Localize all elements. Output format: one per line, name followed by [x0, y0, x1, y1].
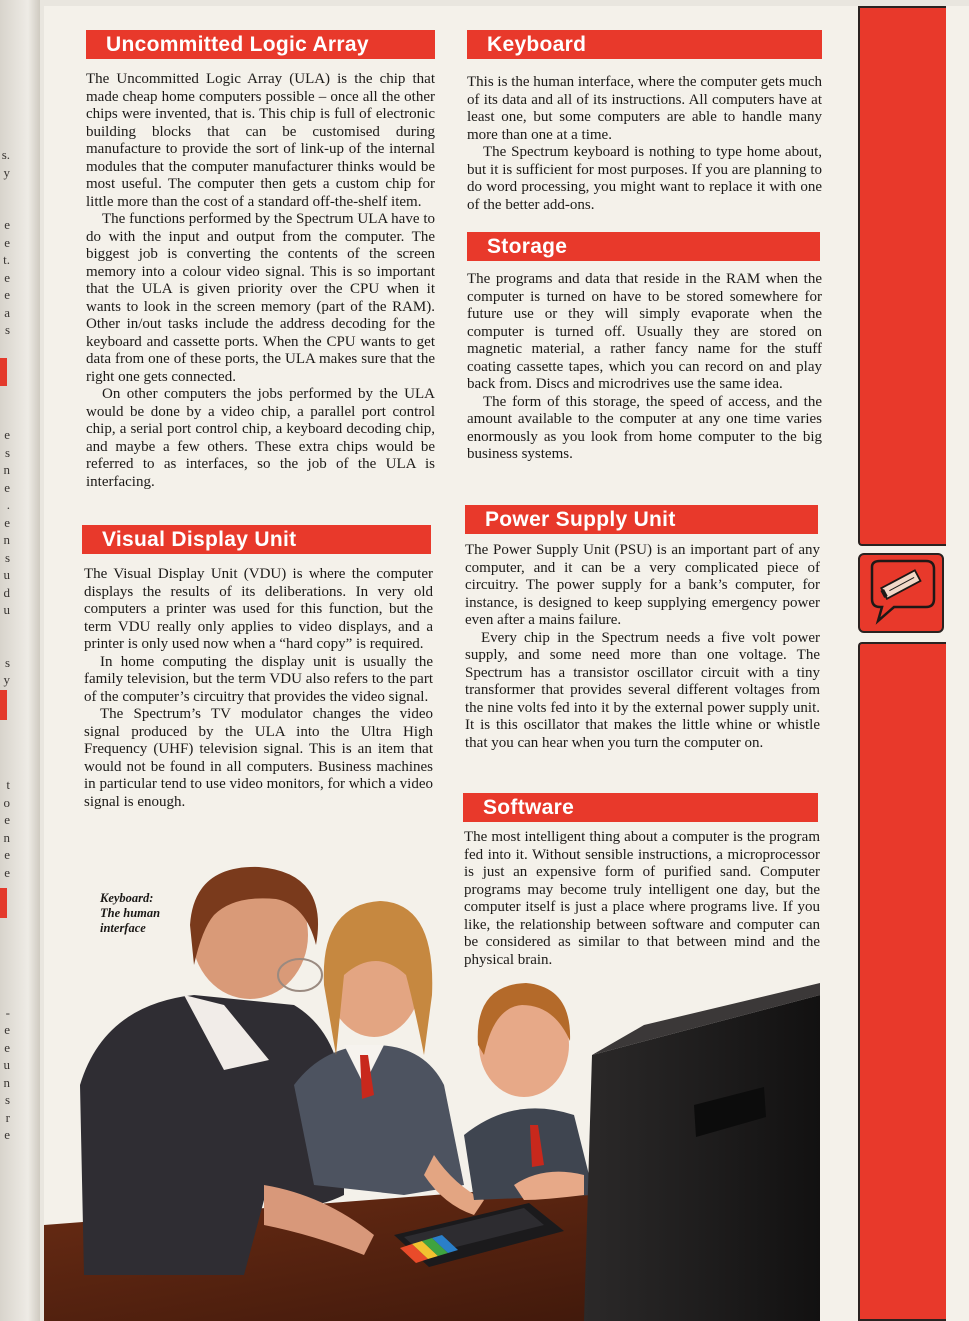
- paragraph: In home computing the display unit is usually the family television, but the term VDU also refers to the part of the computer’s circuitry that provides the video signal.: [84, 653, 433, 705]
- prev-page-letter: [0, 881, 10, 899]
- prev-page-letter: n: [3, 1074, 10, 1090]
- caption-line: Keyboard:: [100, 891, 154, 905]
- prev-page-letter: [0, 951, 10, 969]
- boy-figure: [464, 983, 594, 1200]
- prev-page-letter: s: [4, 444, 10, 460]
- prev-page-letter: y: [3, 164, 10, 180]
- paragraph: The programs and data that reside in the RAM when the computer is turned on have to be stored somewhere for future use or they will simply evaporate when the computer is turned off. Usually they are stored on magnetic material, a rather fancy name for the stuff coating cassette tapes, which you can record on and play back from. Discs and microdrives use the same idea.: [467, 271, 822, 392]
- section-storage-body: [467, 271, 822, 464]
- prev-page-letter: s: [4, 322, 10, 337]
- prev-page-letter: [0, 374, 10, 392]
- prev-page-letter: e: [4, 479, 10, 495]
- prev-page-letter: u: [3, 567, 10, 582]
- prev-page-letter: [0, 356, 10, 374]
- paragraph: The Spectrum’s TV modulator changes the video signal produced by the ULA into the Ultra High Frequency (UHF) television signal. This is an item that would not be found in all computers. Business machines in particular tend to use video monitors, for which a video signal is enough.: [84, 706, 433, 810]
- prev-page-letter: e: [4, 269, 10, 285]
- prev-page-letter: t: [6, 777, 10, 792]
- paragraph: On other computers the jobs performed by the ULA would be done by a video chip, a parallel port control chip, a serial port control chip, a keyboard decoding chip, and maybe a few others. These extra chips would be referred to as interfaces, so the job of the ULA is interfacing.: [86, 386, 435, 490]
- heading-keyboard: Keyboard: [467, 30, 822, 59]
- prev-page-letter: e: [4, 847, 10, 862]
- prev-page-letter: [0, 636, 10, 654]
- prev-page-letter: [0, 899, 10, 917]
- paragraph: The Spectrum keyboard is nothing to type home about, but it is sufficient for most purposes. If you are planning to do word processing, you might want to replace it with one of the better add-ons.: [467, 144, 822, 213]
- section-ula-body: [86, 71, 435, 491]
- prev-page-letter: t.: [3, 252, 10, 267]
- prev-page-letter: [0, 391, 10, 409]
- prev-page-letter: u: [3, 1057, 10, 1072]
- prev-page-letter: e: [4, 514, 10, 530]
- prev-page-letter: e: [4, 864, 10, 880]
- paragraph: This is the human interface, where the computer gets much of its data and all of its instructions. All computers have at least one, but some computers are able to handle many more than one at a time.: [467, 74, 822, 143]
- prev-page-letter: e: [4, 234, 10, 250]
- caption-line: interface: [100, 921, 146, 935]
- margin-strip-bottom: [858, 642, 946, 1321]
- prev-page-letter: [0, 724, 10, 742]
- prev-page-letter: r: [5, 1109, 10, 1125]
- prev-page-letter: s: [4, 654, 10, 670]
- prev-page-letter: e: [4, 1039, 10, 1055]
- section-psu-body: [465, 542, 820, 752]
- prev-page-letter: n: [3, 462, 10, 477]
- prev-page-letter: [0, 759, 10, 777]
- paragraph: The Power Supply Unit (PSU) is an important part of any computer, and it can be a very complicated piece of circuitry. The power supply for a bank’s computer, for instance, is designed to keep supplying emergency power even after a mains failure.: [465, 542, 820, 628]
- prev-page-letter: y: [3, 672, 10, 687]
- prev-page-text-fragments: [0, 146, 10, 1144]
- paragraph: The functions performed by the Spectrum ULA have to do with the input and output from the computer. The biggest job is converting the contents of the screen memory into a colour video signal. This is so important that the ULA is given priority over the CPU when it wants to look in the screen memory (part of the RAM). Other in/out tasks include the address decoding for the keyboard and cassette ports. When the CPU wants to get data from one of these ports, the ULA makes sure that the right one gets connected.: [86, 211, 435, 385]
- prev-page-letter: e: [4, 812, 10, 827]
- prev-page-letter: [0, 934, 10, 952]
- heading-storage: Storage: [467, 232, 820, 261]
- prev-page-letter: [0, 689, 10, 707]
- prev-page-letter: [0, 409, 10, 427]
- heading-software: Software: [463, 793, 818, 822]
- heading-ula: Uncommitted Logic Array: [86, 30, 435, 59]
- paragraph: The form of this storage, the speed of access, and the amount available to the computer at any one time varies enormously as you look from home computer to the big business systems.: [467, 393, 822, 462]
- prev-page-letter: n: [3, 829, 10, 845]
- prev-page-letter: [0, 986, 10, 1004]
- television-monitor: [584, 983, 820, 1321]
- prev-page-letter: .: [6, 497, 10, 512]
- margin-strip-top: [858, 6, 946, 546]
- section-vdu-body: [84, 566, 433, 811]
- prev-page-letter: [0, 741, 10, 759]
- photo-caption: [100, 891, 190, 936]
- prev-page-letter: e: [4, 1127, 10, 1142]
- prev-page-letter: e: [4, 427, 10, 442]
- prev-page-letter: [0, 706, 10, 724]
- prev-page-letter: [0, 181, 10, 199]
- prev-page-letter: -: [5, 1004, 10, 1020]
- prev-page-letter: [0, 339, 10, 357]
- prev-page-letter: s: [4, 549, 10, 565]
- prev-page-letter: [0, 969, 10, 987]
- prev-page-letter: s: [4, 1092, 10, 1107]
- prev-page-letter: a: [4, 304, 10, 320]
- prev-page-letter: s.: [1, 147, 10, 162]
- margin-icon-box: [858, 553, 944, 633]
- paragraph: The Uncommitted Logic Array (ULA) is the chip that made cheap home computers possible – once all the other chips were invented, that is. This chip is full of electronic building blocks that can be customised during manufacture to provide the sort of link-up of the internal modules that the computer manufacturer thinks would be most useful. The computer then gets a custom chip for little more than the cost of a standard off-the-shelf item.: [86, 71, 435, 210]
- heading-psu: Power Supply Unit: [465, 505, 818, 534]
- prev-page-letter: [0, 619, 10, 637]
- prev-page-letter: n: [3, 532, 10, 547]
- prev-page-letter: e: [4, 287, 10, 302]
- section-keyboard-body: [467, 74, 822, 214]
- heading-vdu: Visual Display Unit: [82, 525, 431, 554]
- prev-page-letter: d: [3, 584, 10, 600]
- prev-page-letter: e: [4, 1022, 10, 1037]
- paragraph: Every chip in the Spectrum needs a five volt power supply, and some need more than one voltage. The Spectrum has a transistor oscillator circuit with a tiny transformer that provides several different voltages from the nine volts fed into it by the external power supply unit. It is this oscillator that makes the little whine or whistle that you can hear when you turn the computer on.: [465, 629, 820, 751]
- prev-page-letter: [0, 916, 10, 934]
- speech-bubble-cassette-icon: [860, 555, 942, 631]
- prev-page-letter: o: [3, 794, 10, 810]
- caption-line: The human: [100, 906, 161, 920]
- prev-page-letter: u: [3, 602, 10, 617]
- paragraph: The most intelligent thing about a computer is the program fed into it. Without sensible instructions, a microprocessor is just an expensive form of purified sand. Computer programs may become truly intelligent one day, but the computer itself is just a place where programs live. If you like, the relationship between software and computer can be considered as similar to that between mind and the physical brain.: [464, 829, 820, 968]
- prev-page-letter: [0, 199, 10, 217]
- paragraph: The Visual Display Unit (VDU) is where the computer displays the results of its deliberations. In very old computers a printer was used for this function, but the term VDU really only applies to video displays, and a printer is only used now when a “hard copy” is required.: [84, 566, 433, 652]
- previous-page-edge: [0, 0, 40, 1321]
- prev-page-letter: e: [4, 217, 10, 232]
